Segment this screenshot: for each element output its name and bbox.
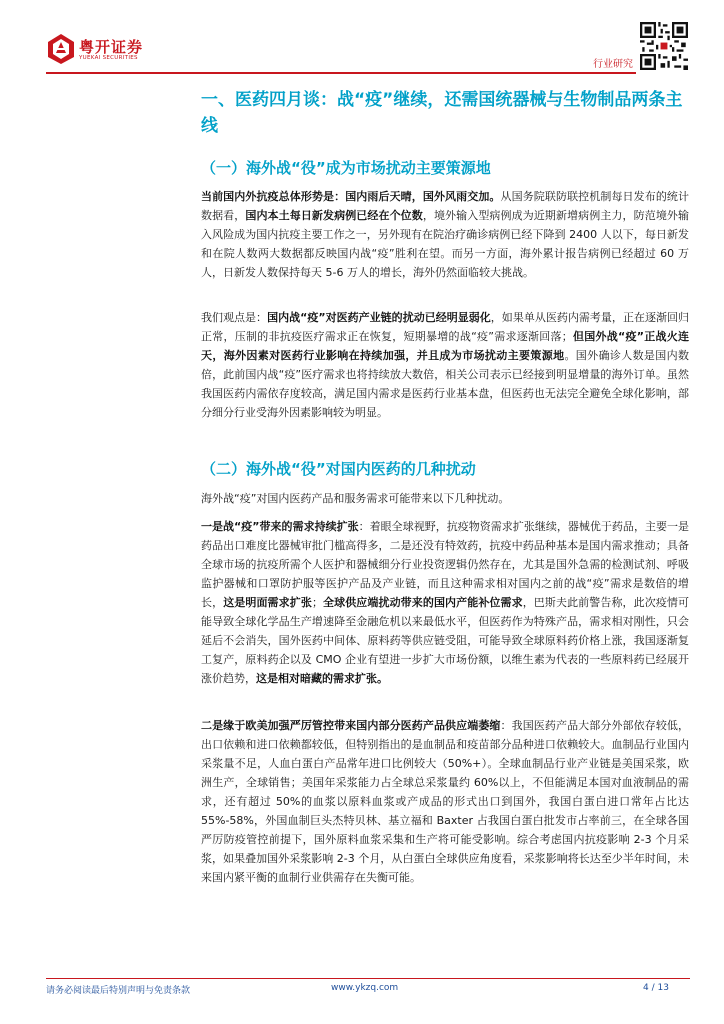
paragraph-2-text-b: ，如果单从医药内需考量，正在逐渐回归正常，压制的非抗疫医疗需求正在恢复，短期暴增的战“疫”需求逐渐回落； bbox=[201, 311, 690, 343]
subsection-title-2 bbox=[201, 458, 476, 479]
brand-name-cn: 粤开证券 bbox=[79, 38, 144, 56]
subsection-title-2-text: （二）海外战“役”对国内医药的几种扰动 bbox=[201, 460, 476, 478]
brand-name-en: YUEKAI SECURITIES bbox=[79, 55, 138, 61]
footer-website-link[interactable]: www.ykzq.com bbox=[331, 983, 399, 993]
paragraph-3: 海外战“疫”对国内医药产品和服务需求可能带来以下几种扰动。 bbox=[201, 492, 510, 505]
paragraph-4-bold-b: 这是明面需求扩张 bbox=[223, 596, 312, 609]
subsection-title-1 bbox=[201, 157, 491, 178]
qr-code-icon[interactable] bbox=[640, 22, 688, 70]
page-header bbox=[0, 0, 724, 80]
paragraph-4-bold-c: 全球供应端扰动带来的国内产能补位需求 bbox=[322, 596, 523, 609]
paragraph-4-bold-a: 一是战“疫”带来的需求持续扩张 bbox=[201, 520, 359, 533]
paragraph-1-text-b: ，境外输入型病例成为近期新增病例主力，防范境外输入风险成为国内抗疫主要工作之一，另外现有在院治疗确诊病例已经下降到 2400 人以下，每日新发和在院人数两大数据都反映国内战“疫”胜利在望。而另一方面，海外累计报告病例已经超过 60 万人，日新发人数保持每天 5-6 万人的增长，海外仍然面临较大挑战。 bbox=[201, 209, 690, 279]
footer-disclaimer-link[interactable]: 请务必阅读最后特别声明与免责条款 bbox=[46, 986, 191, 996]
footer-divider bbox=[46, 978, 690, 979]
report-type-label: 行业研究 bbox=[593, 59, 633, 70]
subsection-title-1-text: （一）海外战“役”成为市场扰动主要策源地 bbox=[201, 159, 491, 177]
paragraph-5-bold-a: 二是缘于欧美加强严厉管控带来国内部分医药产品供应端萎缩 bbox=[201, 719, 501, 732]
section-title: 一、医药四月谈：战“疫”继续，还需国统器械与生物制品两条主线 bbox=[201, 90, 683, 136]
paragraph-4 bbox=[201, 517, 689, 688]
paragraph-1-bold-a: 当前国内外抗疫总体形势是：国内雨后天晴，国外风雨交加。 bbox=[201, 190, 501, 203]
paragraph-4-text-b: ； bbox=[311, 596, 323, 609]
paragraph-5-text-a: ：我国医药产品大部分外部依存较低，出口依赖和进口依赖都较低，但特别指出的是血制品和疫苗部分品种进口依赖较大。血制品行业国内采浆量不足，人血白蛋白产品常年进口比例较大（50%+）。全球血制品行业产业链是美国采浆，欧洲生产，全球销售；美国年采浆能力占全球总采浆量约 60%以上，不但能满足本国对血液制品的需求，还有超过 50%的血浆以原料血浆或产成品的形式出口到国外，我国白蛋白进口常年占比达 55%-58%，外国血制巨头杰特贝林、基立福和 Baxter 占我国白蛋白批发市占率前三，在全球各国严厉防疫管控前提下，国外原料血浆采集和生产将可能受影响。综合考虑国内抗疫影响 2-3 个月采浆，如果叠加国外采浆影响 2-3 个月，从白蛋白全球供应角度看，采浆影响将长达至少半年时间，未来国内紧平衡的血制行业供需存在失衡可能。 bbox=[201, 719, 690, 884]
paragraph-2 bbox=[201, 308, 689, 422]
paragraph-1-text-a: 从国务院联防联控机制每日发布的统计数据看， bbox=[201, 190, 690, 222]
brand-logo[interactable] bbox=[46, 33, 156, 67]
paragraph-2-text-c: 。国外确诊人数是国内数倍，此前国内战“疫”医疗需求也将持续放大数倍，相关公司表示已经接到明显增量的海外订单。虽然我国医药内需依存度较高，满足国内需求是医药行业基本盘，但医药也无法完全避免全球化影响，部分细分行业受海外因素影响较为明显。 bbox=[201, 349, 690, 419]
paragraph-4-text-c: ，巴斯夫此前警告称，此次疫情可能导致全球化学品生产增速降至金融危机以来最低水平，但医药作为特殊产品，需求相对刚性，只会延后不会消失，国外医药中间体、原料药等供应链受阻，可能导致全球原料药价格上涨，我国逐渐复工复产，原料药企以及 CMO 企业有望进一步扩大市场份额，以维生素为代表的一些原料药已经展开涨价趋势， bbox=[201, 596, 690, 685]
brand-logo-icon bbox=[46, 33, 76, 65]
paragraph-4-text-a: ：着眼全球视野，抗疫物资需求扩张继续，器械优于药品，主要一是药品出口难度比器械审批门槛高得多，二是还没有特效药，抗疫中药品种基本是国内需求推动；具备全球市场的抗疫所需个人医护和器械细分行业投资逻辑仍然存在，尤其是国外急需的检测试剂、呼吸监护器械和口罩防护服等医护产品及产业链，而且这种需求相对国内之前的战“疫”需求是数倍的增长， bbox=[201, 520, 689, 609]
paragraph-1 bbox=[201, 187, 689, 282]
paragraph-2-bold-a: 国内战“疫”对医药产业链的扰动已经明显弱化 bbox=[267, 311, 491, 324]
footer-page-number: 4 / 13 bbox=[643, 983, 669, 993]
paragraph-4-bold-d: 这是相对暗藏的需求扩张。 bbox=[256, 672, 388, 685]
header-divider bbox=[46, 72, 636, 74]
paragraph-2-text-a: 我们观点是： bbox=[201, 311, 268, 324]
paragraph-5 bbox=[201, 716, 689, 887]
paragraph-1-bold-b: 国内本土每日新发病例已经在个位数 bbox=[245, 209, 423, 222]
paragraph-2-bold-b: 但国外战“疫”正战火连天，海外因素对医药行业影响在持续加强，并且成为市场扰动主要策源地 bbox=[201, 330, 689, 362]
